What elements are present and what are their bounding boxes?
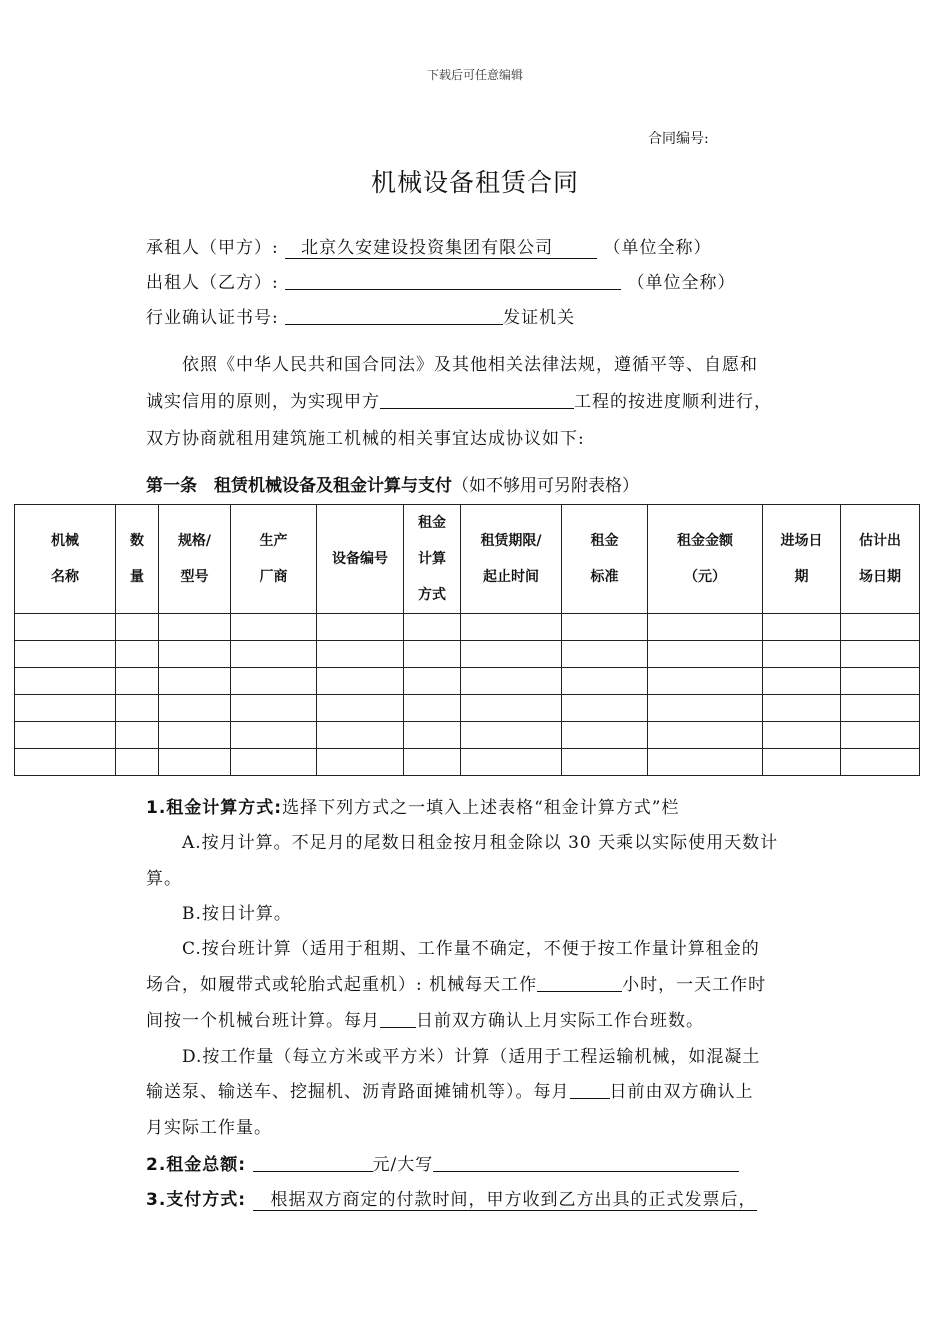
table-cell[interactable] (159, 722, 231, 749)
lessee-row (146, 233, 712, 259)
option-a-line-2: 算。 (146, 869, 182, 889)
equipment-table (14, 504, 920, 776)
table-cell[interactable] (15, 641, 116, 668)
column-header-line: 起止时间 (483, 569, 539, 585)
total-rent-words-field[interactable] (433, 1152, 739, 1172)
table-cell[interactable] (461, 614, 562, 641)
project-field[interactable] (380, 389, 574, 409)
column-header-line: 租金金额 (677, 533, 733, 549)
table-cell[interactable] (648, 749, 763, 776)
column-header (159, 505, 231, 614)
column-header (562, 505, 648, 614)
table-cell[interactable] (404, 749, 461, 776)
intro-line-1: 依照《中华人民共和国合同法》及其他相关法律法规，遵循平等、自愿和 (182, 355, 758, 375)
table-cell[interactable] (116, 749, 159, 776)
table-cell[interactable] (841, 722, 920, 749)
column-header (231, 505, 317, 614)
option-c-line-2 (146, 970, 766, 995)
table-cell[interactable] (562, 749, 648, 776)
table-cell[interactable] (231, 722, 317, 749)
table-cell[interactable] (461, 722, 562, 749)
table-cell[interactable] (562, 614, 648, 641)
section-2-row (146, 1150, 739, 1175)
table-cell[interactable] (231, 749, 317, 776)
column-header-line: 进场日 (780, 533, 823, 549)
section-1-text: 选择下列方式之一填入上述表格“租金计算方式”栏 (282, 798, 680, 818)
table-cell[interactable] (159, 641, 231, 668)
lessor-label: 出租人（乙方）: (146, 273, 279, 293)
table-cell[interactable] (648, 722, 763, 749)
table-cell[interactable] (763, 749, 841, 776)
column-header-line: 厂商 (259, 569, 288, 585)
column-header (841, 505, 920, 614)
column-header-line: 标准 (590, 569, 619, 585)
table-cell[interactable] (317, 722, 404, 749)
page-title: 机械设备租赁合同 (370, 168, 579, 197)
total-rent-field[interactable] (253, 1152, 373, 1172)
table-cell[interactable] (116, 695, 159, 722)
table-row (15, 641, 920, 668)
table-cell[interactable] (159, 614, 231, 641)
article-1-note: （如不够用可另附表格） (452, 476, 639, 496)
table-cell[interactable] (15, 614, 116, 641)
cert-suffix: 发证机关 (503, 308, 576, 328)
table-cell[interactable] (231, 695, 317, 722)
table-cell[interactable] (841, 641, 920, 668)
column-header (15, 505, 116, 614)
table-cell[interactable] (562, 722, 648, 749)
table-cell[interactable] (317, 668, 404, 695)
section-1-row (146, 793, 679, 818)
table-cell[interactable] (841, 668, 920, 695)
table-cell[interactable] (648, 614, 763, 641)
option-c-line-3a: 间按一个机械台班计算。每月 (146, 1011, 380, 1031)
table-cell[interactable] (116, 614, 159, 641)
contract-number-label: 合同编号: (648, 131, 709, 147)
column-header (116, 505, 159, 614)
table-cell[interactable] (15, 695, 116, 722)
table-cell[interactable] (159, 668, 231, 695)
column-header-line: 场日期 (859, 569, 901, 585)
table-cell[interactable] (763, 668, 841, 695)
option-d-line-2 (146, 1077, 754, 1102)
column-header (404, 505, 461, 614)
workload-day-field[interactable] (570, 1079, 610, 1099)
table-cell[interactable] (763, 695, 841, 722)
table-cell[interactable] (317, 749, 404, 776)
option-b: B.按日计算。 (182, 904, 292, 924)
table-cell[interactable] (404, 614, 461, 641)
column-header (461, 505, 562, 614)
header-note: 下载后可任意编辑 (426, 68, 523, 82)
column-header-line: （元） (684, 569, 726, 585)
section-3-text: 根据双方商定的付款时间，甲方收到乙方出具的正式发票后， (253, 1185, 757, 1211)
column-header-line: 机械 (51, 533, 79, 549)
table-cell[interactable] (404, 695, 461, 722)
option-d-line-2a: 输送泵、输送车、挖掘机、沥青路面摊铺机等）。每月 (146, 1082, 570, 1102)
column-header-line: 数 (130, 533, 144, 549)
section-1-label: 1.租金计算方式: (146, 798, 283, 818)
column-header-line: 租金 (418, 515, 446, 531)
table-cell[interactable] (404, 641, 461, 668)
table-row (15, 614, 920, 641)
column-header-line: 型号 (180, 569, 209, 585)
section-3-label: 3.支付方式: (146, 1190, 247, 1210)
lessee-value[interactable]: 北京久安建设投资集团有限公司 (285, 233, 597, 259)
table-cell[interactable] (317, 641, 404, 668)
table-cell[interactable] (116, 668, 159, 695)
table-body (15, 614, 920, 776)
column-header (648, 505, 763, 614)
intro-line-2 (146, 387, 772, 412)
column-header-line: 估计出 (859, 533, 901, 549)
option-c-line-1: C.按台班计算（适用于租期、工作量不确定，不便于按工作量计算租金的 (182, 939, 760, 959)
table-cell[interactable] (15, 722, 116, 749)
column-header-line: 租赁期限/ (480, 533, 542, 549)
option-a-line-1: A.按月计算。不足月的尾数日租金按月租金除以 30 天乘以实际使用天数计 (182, 833, 779, 853)
table-cell[interactable] (841, 749, 920, 776)
article-1-heading (146, 471, 639, 496)
table-header-row (15, 505, 920, 614)
table-cell[interactable] (317, 614, 404, 641)
column-header-line: 名称 (51, 569, 79, 585)
column-header-line: 设备编号 (332, 551, 388, 567)
table-cell[interactable] (648, 695, 763, 722)
lessee-suffix: （单位全称） (603, 238, 712, 258)
option-c-line-2b: 小时，一天工作时 (622, 975, 767, 995)
lessor-field[interactable] (285, 270, 621, 290)
column-header-line: 期 (794, 569, 809, 585)
table-row (15, 722, 920, 749)
table-cell[interactable] (562, 641, 648, 668)
table-cell[interactable] (763, 614, 841, 641)
table-cell[interactable] (461, 695, 562, 722)
option-c-line-3 (146, 1006, 704, 1031)
intro-line-3: 双方协商就租用建筑施工机械的相关事宜达成协议如下: (146, 429, 585, 449)
intro-line-2b: 工程的按进度顺利进行， (574, 392, 772, 412)
table-cell[interactable] (15, 668, 116, 695)
table-cell[interactable] (159, 695, 231, 722)
table-cell[interactable] (231, 614, 317, 641)
table-cell[interactable] (461, 749, 562, 776)
column-header-line: 生产 (259, 533, 288, 549)
table-cell[interactable] (317, 695, 404, 722)
table-row (15, 749, 920, 776)
option-d-line-2b: 日前由双方确认上 (609, 1082, 754, 1102)
article-1-title: 第一条 租赁机械设备及租金计算与支付 (146, 476, 452, 496)
column-header-line: 租金 (590, 533, 619, 549)
table-cell[interactable] (648, 668, 763, 695)
table-cell[interactable] (15, 749, 116, 776)
column-header-line: 量 (130, 569, 144, 585)
table-cell[interactable] (404, 668, 461, 695)
column-header-line: 方式 (418, 587, 446, 603)
table-cell[interactable] (116, 641, 159, 668)
table-cell[interactable] (763, 722, 841, 749)
column-header-line: 计算 (418, 551, 446, 567)
hours-field[interactable] (537, 972, 622, 992)
table-cell[interactable] (231, 668, 317, 695)
cert-label: 行业确认证书号: (146, 308, 279, 328)
table-cell[interactable] (461, 668, 562, 695)
option-c-line-2a: 场合，如履带式或轮胎式起重机）: 机械每天工作 (146, 975, 538, 995)
table-cell[interactable] (763, 641, 841, 668)
option-d-line-1: D.按工作量（每立方米或平方米）计算（适用于工程运输机械，如混凝土 (182, 1047, 761, 1067)
table-cell[interactable] (562, 668, 648, 695)
table-cell[interactable] (562, 695, 648, 722)
column-header (763, 505, 841, 614)
table-cell[interactable] (116, 722, 159, 749)
lessee-label: 承租人（甲方）: (146, 238, 279, 258)
table-cell[interactable] (159, 749, 231, 776)
lessor-row (146, 268, 736, 293)
option-c-line-3b: 日前双方确认上月实际工作台班数。 (416, 1011, 704, 1031)
intro-line-2a: 诚实信用的原则，为实现甲方 (146, 392, 380, 412)
section-3-row (146, 1185, 757, 1211)
lessor-suffix: （单位全称） (627, 273, 736, 293)
table-row (15, 668, 920, 695)
cert-field[interactable] (285, 305, 503, 325)
section-2-label: 2.租金总额: (146, 1155, 247, 1175)
option-d-line-3: 月实际工作量。 (146, 1118, 272, 1138)
table-row (15, 695, 920, 722)
table-cell[interactable] (461, 641, 562, 668)
table-cell[interactable] (231, 641, 317, 668)
cert-row (146, 303, 575, 328)
table-cell[interactable] (841, 695, 920, 722)
section-2-mid: 元/大写 (372, 1155, 434, 1175)
shift-day-field[interactable] (380, 1008, 416, 1028)
table-cell[interactable] (404, 722, 461, 749)
table-cell[interactable] (841, 614, 920, 641)
table-cell[interactable] (648, 641, 763, 668)
column-header (317, 505, 404, 614)
column-header-line: 规格/ (177, 533, 212, 549)
